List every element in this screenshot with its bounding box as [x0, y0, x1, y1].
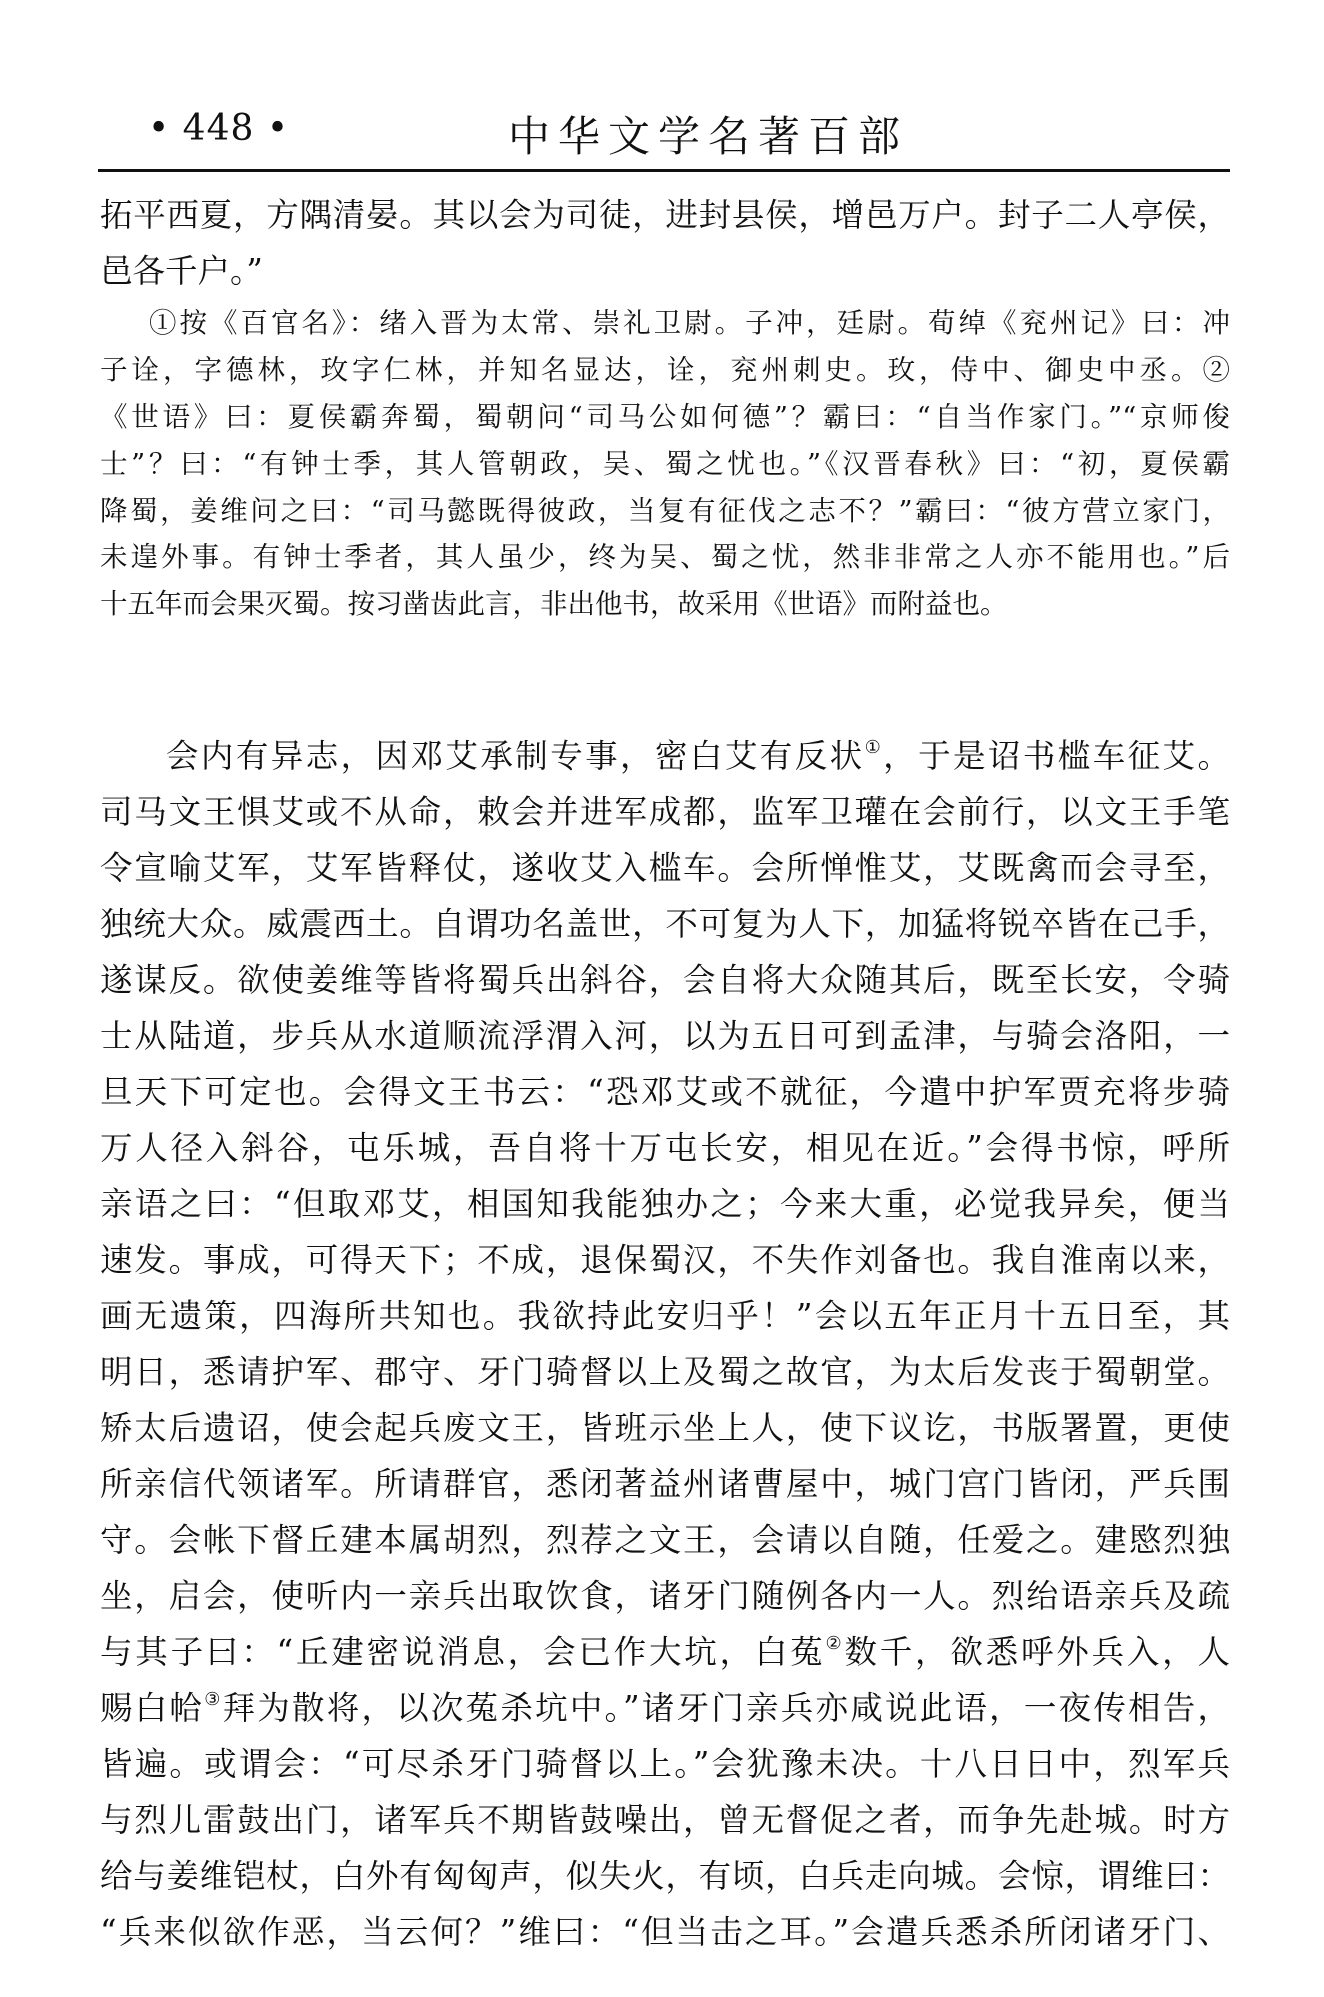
- note-line: ①按《百官名》：绪入晋为太常、崇礼卫尉。子冲，廷尉。荀绰《兖州记》曰：冲: [149, 307, 1230, 339]
- text-line: 旦天下可定也。会得文王书云：“恐邓艾或不就征，今遣中护军贾充将步骑: [100, 1073, 1230, 1111]
- text-line: 坐，启会，使听内一亲兵出取饮食，诸牙门随例各内一人。烈绐语亲兵及疏: [100, 1577, 1230, 1615]
- text-line: [100, 728, 1230, 784]
- text-line: 邑各千户。”: [100, 252, 263, 290]
- text-line: 给与姜维铠杖，白外有匈匈声，似失火，有顷，白兵走向城。会惊，谓维曰：: [100, 1857, 1230, 1895]
- note-line: 《世语》曰：夏侯霸奔蜀，蜀朝问“司马公如何德”？霸曰：“自当作家门。”“京师俊: [100, 400, 1230, 433]
- footnote-marker: ②: [825, 1633, 845, 1654]
- text-run: 赐白帢: [100, 1689, 205, 1727]
- text-line: 速发。事成，可得天下；不成，退保蜀汉，不失作刘备也。我自淮南以来，: [100, 1241, 1230, 1279]
- note-line: 未遑外事。有钟士季者，其人虽少，终为吴、蜀之忧，然非非常之人亦不能用也。”后: [100, 541, 1230, 574]
- text-line: “兵来似欲作恶，当云何？”维曰：“但当击之耳。”会遣兵悉杀所闭诸牙门、: [100, 1913, 1230, 1951]
- note-line: 子诠，字德林，玫字仁林，并知名显达，诠，兖州刺史。玫，侍中、御史中丞。②: [100, 353, 1230, 386]
- text-line: 画无遗策，四海所共知也。我欲持此安归乎！”会以五年正月十五日至，其: [100, 1297, 1230, 1335]
- annotation-note: [100, 300, 1230, 628]
- text-line: 皆遍。或谓会：“可尽杀牙门骑督以上。”会犹豫未决。十八日日中，烈军兵: [100, 1745, 1230, 1783]
- text-line: 明日，悉请护军、郡守、牙门骑督以上及蜀之故官，为太后发丧于蜀朝堂。: [100, 1353, 1230, 1391]
- text-line: 拓平西夏，方隅清晏。其以会为司徒，进封县侯，增邑万户。封子二人亭侯，: [100, 196, 1230, 234]
- text-line: [100, 1680, 1230, 1736]
- note-line: 降蜀，姜维问之曰：“司马懿既得彼政，当复有征伐之志不？”霸曰：“彼方营立家门，: [100, 494, 1230, 527]
- text-line: 士从陆道，步兵从水道顺流浮渭入河，以为五日可到孟津，与骑会洛阳，一: [100, 1017, 1230, 1055]
- book-title: 中华文学名著百部: [508, 112, 909, 161]
- text-line: 与烈儿雷鼓出门，诸军兵不期皆鼓噪出，曾无督促之者，而争先赴城。时方: [100, 1801, 1230, 1839]
- page-number: • 448 •: [148, 108, 290, 149]
- header-rule: [98, 169, 1230, 172]
- page-header: [98, 108, 1230, 160]
- text-line: 独统大众。威震西土。自谓功名盖世，不可复为人下，加猛将锐卒皆在己手，: [100, 905, 1230, 943]
- text-line: 矫太后遗诏，使会起兵废文王，皆班示坐上人，使下议讫，书版署置，更使: [100, 1409, 1230, 1447]
- text-line: 守。会帐下督丘建本属胡烈，烈荐之文王，会请以自随，任爱之。建愍烈独: [100, 1521, 1230, 1559]
- main-paragraph: [100, 728, 1230, 1960]
- note-line: 十五年而会果灭蜀。按习凿齿此言，非出他书，故采用《世语》而附益也。: [100, 588, 1008, 621]
- text-line: 遂谋反。欲使姜维等皆将蜀兵出斜谷，会自将大众随其后，既至长安，令骑: [100, 961, 1230, 999]
- text-run: 会内有异志，因邓艾承制专事，密白艾有反状: [166, 737, 865, 775]
- continued-paragraph: [100, 187, 1230, 299]
- text-run: 拜为散将，以次菟杀坑中。”诸牙门亲兵亦咸说此语，一夜传相告，: [222, 1689, 1230, 1727]
- text-run: 数千，欲悉呼外兵入，人: [844, 1633, 1230, 1671]
- text-line: 司马文王惧艾或不从命，敕会并进军成都，监军卫瓘在会前行，以文王手笔: [100, 793, 1230, 831]
- text-line: 亲语之曰：“但取邓艾，相国知我能独办之；今来大重，必觉我异矣，便当: [100, 1185, 1230, 1223]
- footnote-marker: ③: [204, 1689, 223, 1710]
- text-run: ，于是诏书槛车征艾。: [883, 737, 1230, 775]
- note-line: 士”？曰：“有钟士季，其人管朝政，吴、蜀之忧也。”《汉晋春秋》曰：“初，夏侯霸: [100, 447, 1230, 480]
- text-line: 令宣喻艾军，艾军皆释仗，遂收艾入槛车。会所惮惟艾，艾既禽而会寻至，: [100, 849, 1230, 887]
- text-line: 万人径入斜谷，屯乐城，吾自将十万屯长安，相见在近。”会得书惊，呼所: [100, 1129, 1230, 1167]
- footnote-marker: ①: [864, 737, 884, 758]
- text-line: [100, 1624, 1230, 1680]
- text-line: 所亲信代领诸军。所请群官，悉闭著益州诸曹屋中，城门宫门皆闭，严兵围: [100, 1465, 1230, 1503]
- text-run: 与其子曰：“丘建密说消息，会已作大坑，白菟: [100, 1633, 826, 1671]
